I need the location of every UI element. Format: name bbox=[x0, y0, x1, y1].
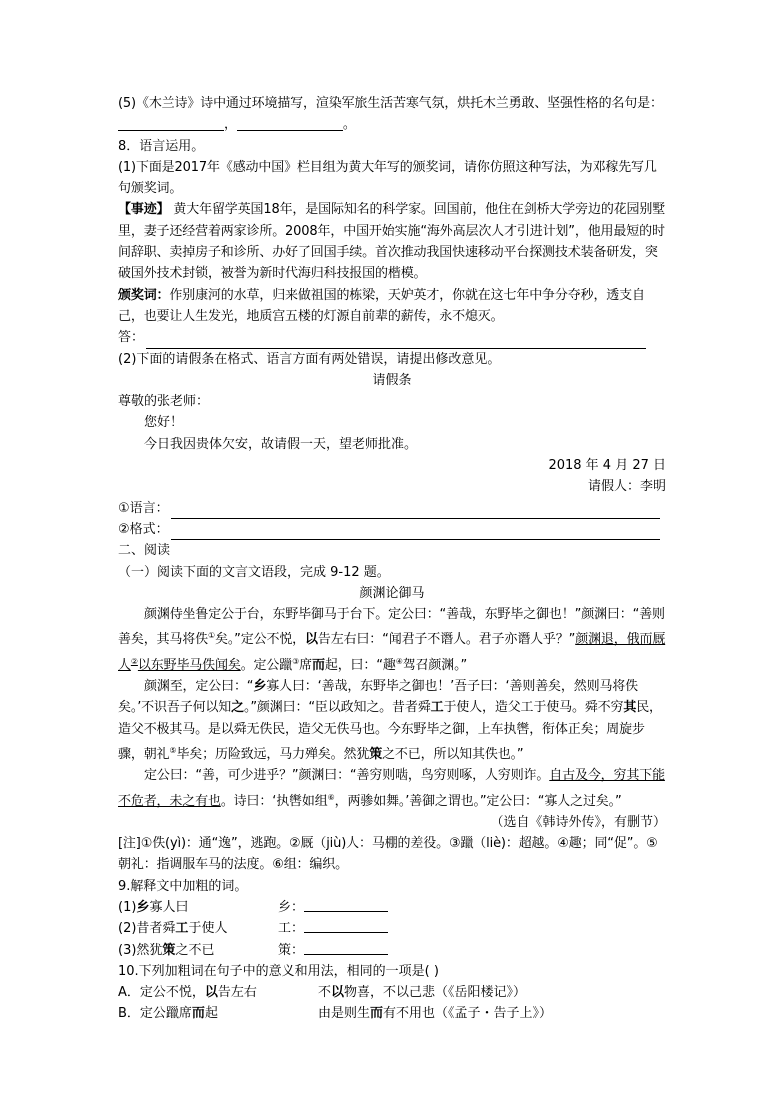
q8-sub2: (2)下面的请假条在格式、语言方面有两处错误，请提出修改意见。 bbox=[118, 351, 501, 367]
q9-blank-3[interactable] bbox=[304, 940, 388, 955]
q8-award: 颁奖词：作别康河的水草，归来做祖国的栋梁，天妒英才，你就在这七年中争分夺秒，透支自己，也要让人生发光，地质宫五楼的灯源自前辈的薪传，永不熄灭。 bbox=[118, 287, 645, 324]
passage-paragraph-2: 颜渊至，定公曰：“乡寡人曰：‘善哉，东野毕之御也！’吾子曰：‘善则善矣，然则马将佚矣。’不识吾子何以知之。”颜渊曰：“臣以政知之。昔者舜工于使人，造父工于使马。舜不穷其民，造父不极其马。是以舜无佚民，造父无佚马也。今东野毕之御，上车执辔，衔体正矣；周旋步骤，朝礼⑤毕矣；历险致远，马力殚矣。然犹策之不已，所以知其佚也。” bbox=[118, 679, 662, 762]
note-greeting: 尊敬的张老师： bbox=[118, 394, 210, 410]
passage-source: （选自《韩诗外传》，有删节） bbox=[490, 814, 666, 830]
q5-blank-2[interactable] bbox=[237, 116, 343, 131]
document-page bbox=[118, 93, 666, 1025]
q8-title: 8．语言运用。 bbox=[118, 138, 205, 154]
note-hello: 您好！ bbox=[144, 415, 184, 431]
q5-question: (5)《木兰诗》诗中通过环境描写，渲染军旅生活苦寒气氛，烘托木兰勇敢、坚强性格的名句是：， 。 bbox=[118, 96, 663, 133]
q8-sub1: (1)下面是2017年《感动中国》栏目组为黄大年写的颁奖词，请你仿照这种写法，为邓稼先写几句颁奖词。 bbox=[118, 159, 657, 197]
fix-format-line: ②格式： bbox=[118, 519, 660, 540]
q10-title: 10.下列加粗词在句子中的意义和用法，相同的一项是( ) bbox=[118, 963, 439, 979]
award-label: 颁奖词： bbox=[118, 287, 170, 303]
note-body: 今日我因贵体欠安，故请假一天，望老师批准。 bbox=[144, 436, 418, 452]
fix-language-blank[interactable] bbox=[171, 503, 660, 519]
note-sign: 请假人：李明 bbox=[587, 479, 666, 495]
q10-option-a[interactable]: A．定公不悦，以告左右 不以物喜，不以己悲（《岳阳楼记》） bbox=[118, 985, 527, 1001]
q5-blank-1[interactable] bbox=[118, 116, 224, 131]
passage-paragraph-1: 颜渊侍坐鲁定公于台，东野毕御马于台下。定公曰：“善哉，东野毕之御也！”颜渊曰：“善则善矣，其马将佚①矣。”定公不悦，以告左右曰：“闻君子不谮人。君子亦谮人乎？”颜渊退，俄而厩人②以东野毕马佚闻矣。定公躐③席而起，曰：“趣④驾召颜渊。” bbox=[118, 607, 666, 673]
note-date: 2018 年 4 月 27 日 bbox=[548, 458, 666, 474]
note-title: 请假条 bbox=[372, 372, 412, 388]
section2-title: 二、阅读 bbox=[118, 543, 171, 559]
q9-item-2: (2)昔者舜工于使人 工： bbox=[118, 918, 666, 939]
deeds-label: 【事迹】 bbox=[118, 202, 170, 218]
fix-language-line: ①语言： bbox=[118, 498, 660, 519]
q9-blank-2[interactable] bbox=[304, 918, 388, 933]
q9-title: 9.解释文中加粗的词。 bbox=[118, 878, 248, 894]
q9-blank-1[interactable] bbox=[304, 897, 388, 912]
answer-blank[interactable] bbox=[146, 333, 646, 349]
q10-option-b[interactable]: B．定公躐席而起 由是则生而有不用也（《孟子・告子上》） bbox=[118, 1006, 553, 1022]
passage-title: 颜渊论御马 bbox=[359, 585, 425, 601]
section2-part1: （一）阅读下面的文言文语段，完成 9-12 题。 bbox=[118, 564, 390, 580]
q8-answer-line: 答： bbox=[118, 327, 646, 348]
q8-deeds: 【事迹】 黄大年留学英国18年，是国际知名的科学家。回国前，他住在剑桥大学旁边的花园别墅里，妻子还经营着两家诊所。2008年，中国开始实施“海外高层次人才引进计划”，他用最短的时间辞职、卖掉房子和诊所、办好了回国手续。首次推动我国快速移动平台探测技术装备研发，突破国外技术封锁，被誉为新时代海归科技报国的楷模。 bbox=[118, 202, 666, 282]
fix-format-blank[interactable] bbox=[171, 524, 660, 540]
q9-item-1: (1)乡寡人曰 乡： bbox=[118, 897, 666, 918]
q9-item-3: (3)然犹策之不已 策： bbox=[118, 940, 666, 961]
passage-paragraph-3: 定公曰：“善，可少进乎？”颜渊曰：“善穷则啮，鸟穷则啄，人穷则诈。自古及今，穷其下能不危者，未之有也。诗曰：‘执辔如组⑥，两骖如舞。’善御之谓也。”定公曰：“寡人之过矣。” bbox=[118, 768, 665, 809]
passage-notes: [注]①佚(yì)：通“逸”，逃跑。②厩（jiù)人：马棚的差役。③躐（liè)：超越。④趣；同“促”。⑤朝礼：指调服车马的法度。⑥组：编织。 bbox=[118, 836, 658, 873]
